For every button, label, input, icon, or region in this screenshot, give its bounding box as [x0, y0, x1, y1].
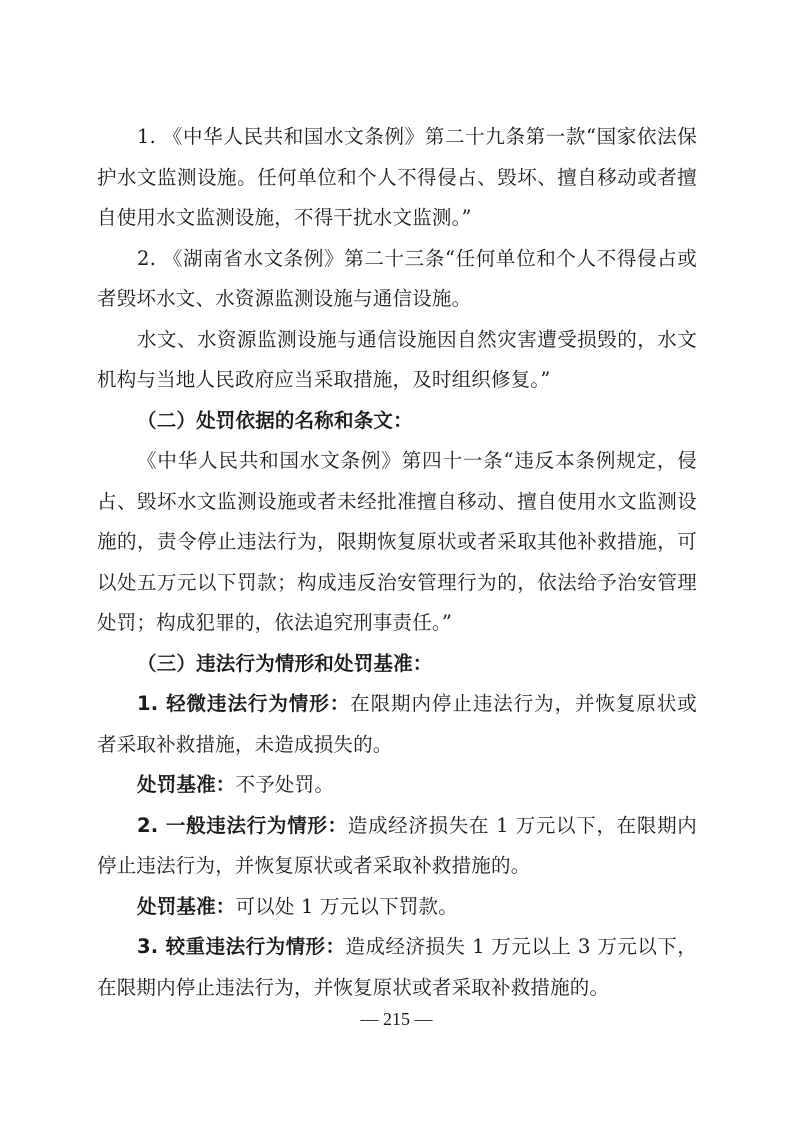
lead-label: 2. 一般违法行为情形： — [137, 813, 348, 837]
paragraph-hydrology-regulation-art29 — [97, 117, 697, 239]
paragraph-serious-violation — [97, 927, 697, 1008]
paragraph-minor-violation — [97, 684, 697, 765]
lead-label: 处罚基准： — [137, 894, 236, 918]
paragraph-text: 造成经济损失在 1 万元以下，在限期内停止违法行为，并恢复原状或者采取补救措施的。 — [97, 813, 697, 877]
paragraph-general-violation — [97, 806, 697, 887]
body-text — [97, 117, 697, 1008]
paragraph-hunan-regulation-art23 — [97, 239, 697, 320]
paragraph-text: 在限期内停止违法行为，并恢复原状或者采取补救措施，未造成损失的。 — [97, 692, 697, 756]
section-heading-penalty-basis — [97, 401, 697, 442]
paragraph-text: 不予处罚。 — [235, 773, 335, 796]
page-number: — 215 — — [360, 1009, 433, 1029]
paragraph-text: 水文、水资源监测设施与通信设施因自然灾害遭受损毁的，水文机构与当地人民政府应当采取措施，及时组织修复。” — [97, 327, 697, 391]
paragraph-text: 可以处 1 万元以下罚款。 — [235, 894, 458, 918]
section-heading-violation-cases — [97, 644, 697, 685]
heading-text: （三）违法行为情形和处罚基准： — [137, 651, 433, 675]
paragraph-text: 《中华人民共和国水文条例》第四十一条“违反本条例规定，侵占、毁坏水文监测设施或者未经批准擅自移动、擅自使用水文监测设施的，责令停止违法行为，限期恢复原状或者采取其他补救措施，可以处五万元以下罚款；构成违反治安管理行为的，依法给予治安管理处罚；构成犯罪的，依法追究刑事责任。” — [97, 449, 697, 634]
paragraph-hydrology-regulation-art41 — [97, 441, 697, 644]
lead-label: 3. 较重违法行为情形： — [137, 935, 346, 958]
heading-text: （二）处罚依据的名称和条文： — [137, 408, 413, 432]
lead-label: 1. 轻微违法行为情形： — [137, 692, 351, 715]
paragraph-text: 1. 《中华人民共和国水文条例》第二十九条第一款“国家依法保护水文监测设施。任何单位和个人不得侵占、毁坏、擅自移动或者擅自使用水文监测设施，不得干扰水文监测。” — [97, 125, 697, 229]
paragraph-text: 造成经济损失 1 万元以上 3 万元以下，在限期内停止违法行为，并恢复原状或者采取补救措施的。 — [97, 935, 697, 999]
paragraph-minor-penalty-standard — [97, 765, 697, 806]
lead-label: 处罚基准： — [137, 773, 236, 796]
paragraph-text: 2. 《湖南省水文条例》第二十三条“任何单位和个人不得侵占或者毁坏水文、水资源监测设施与通信设施。 — [97, 246, 697, 310]
paragraph-general-penalty-standard — [97, 887, 697, 928]
paragraph-repair-obligation — [97, 320, 697, 401]
